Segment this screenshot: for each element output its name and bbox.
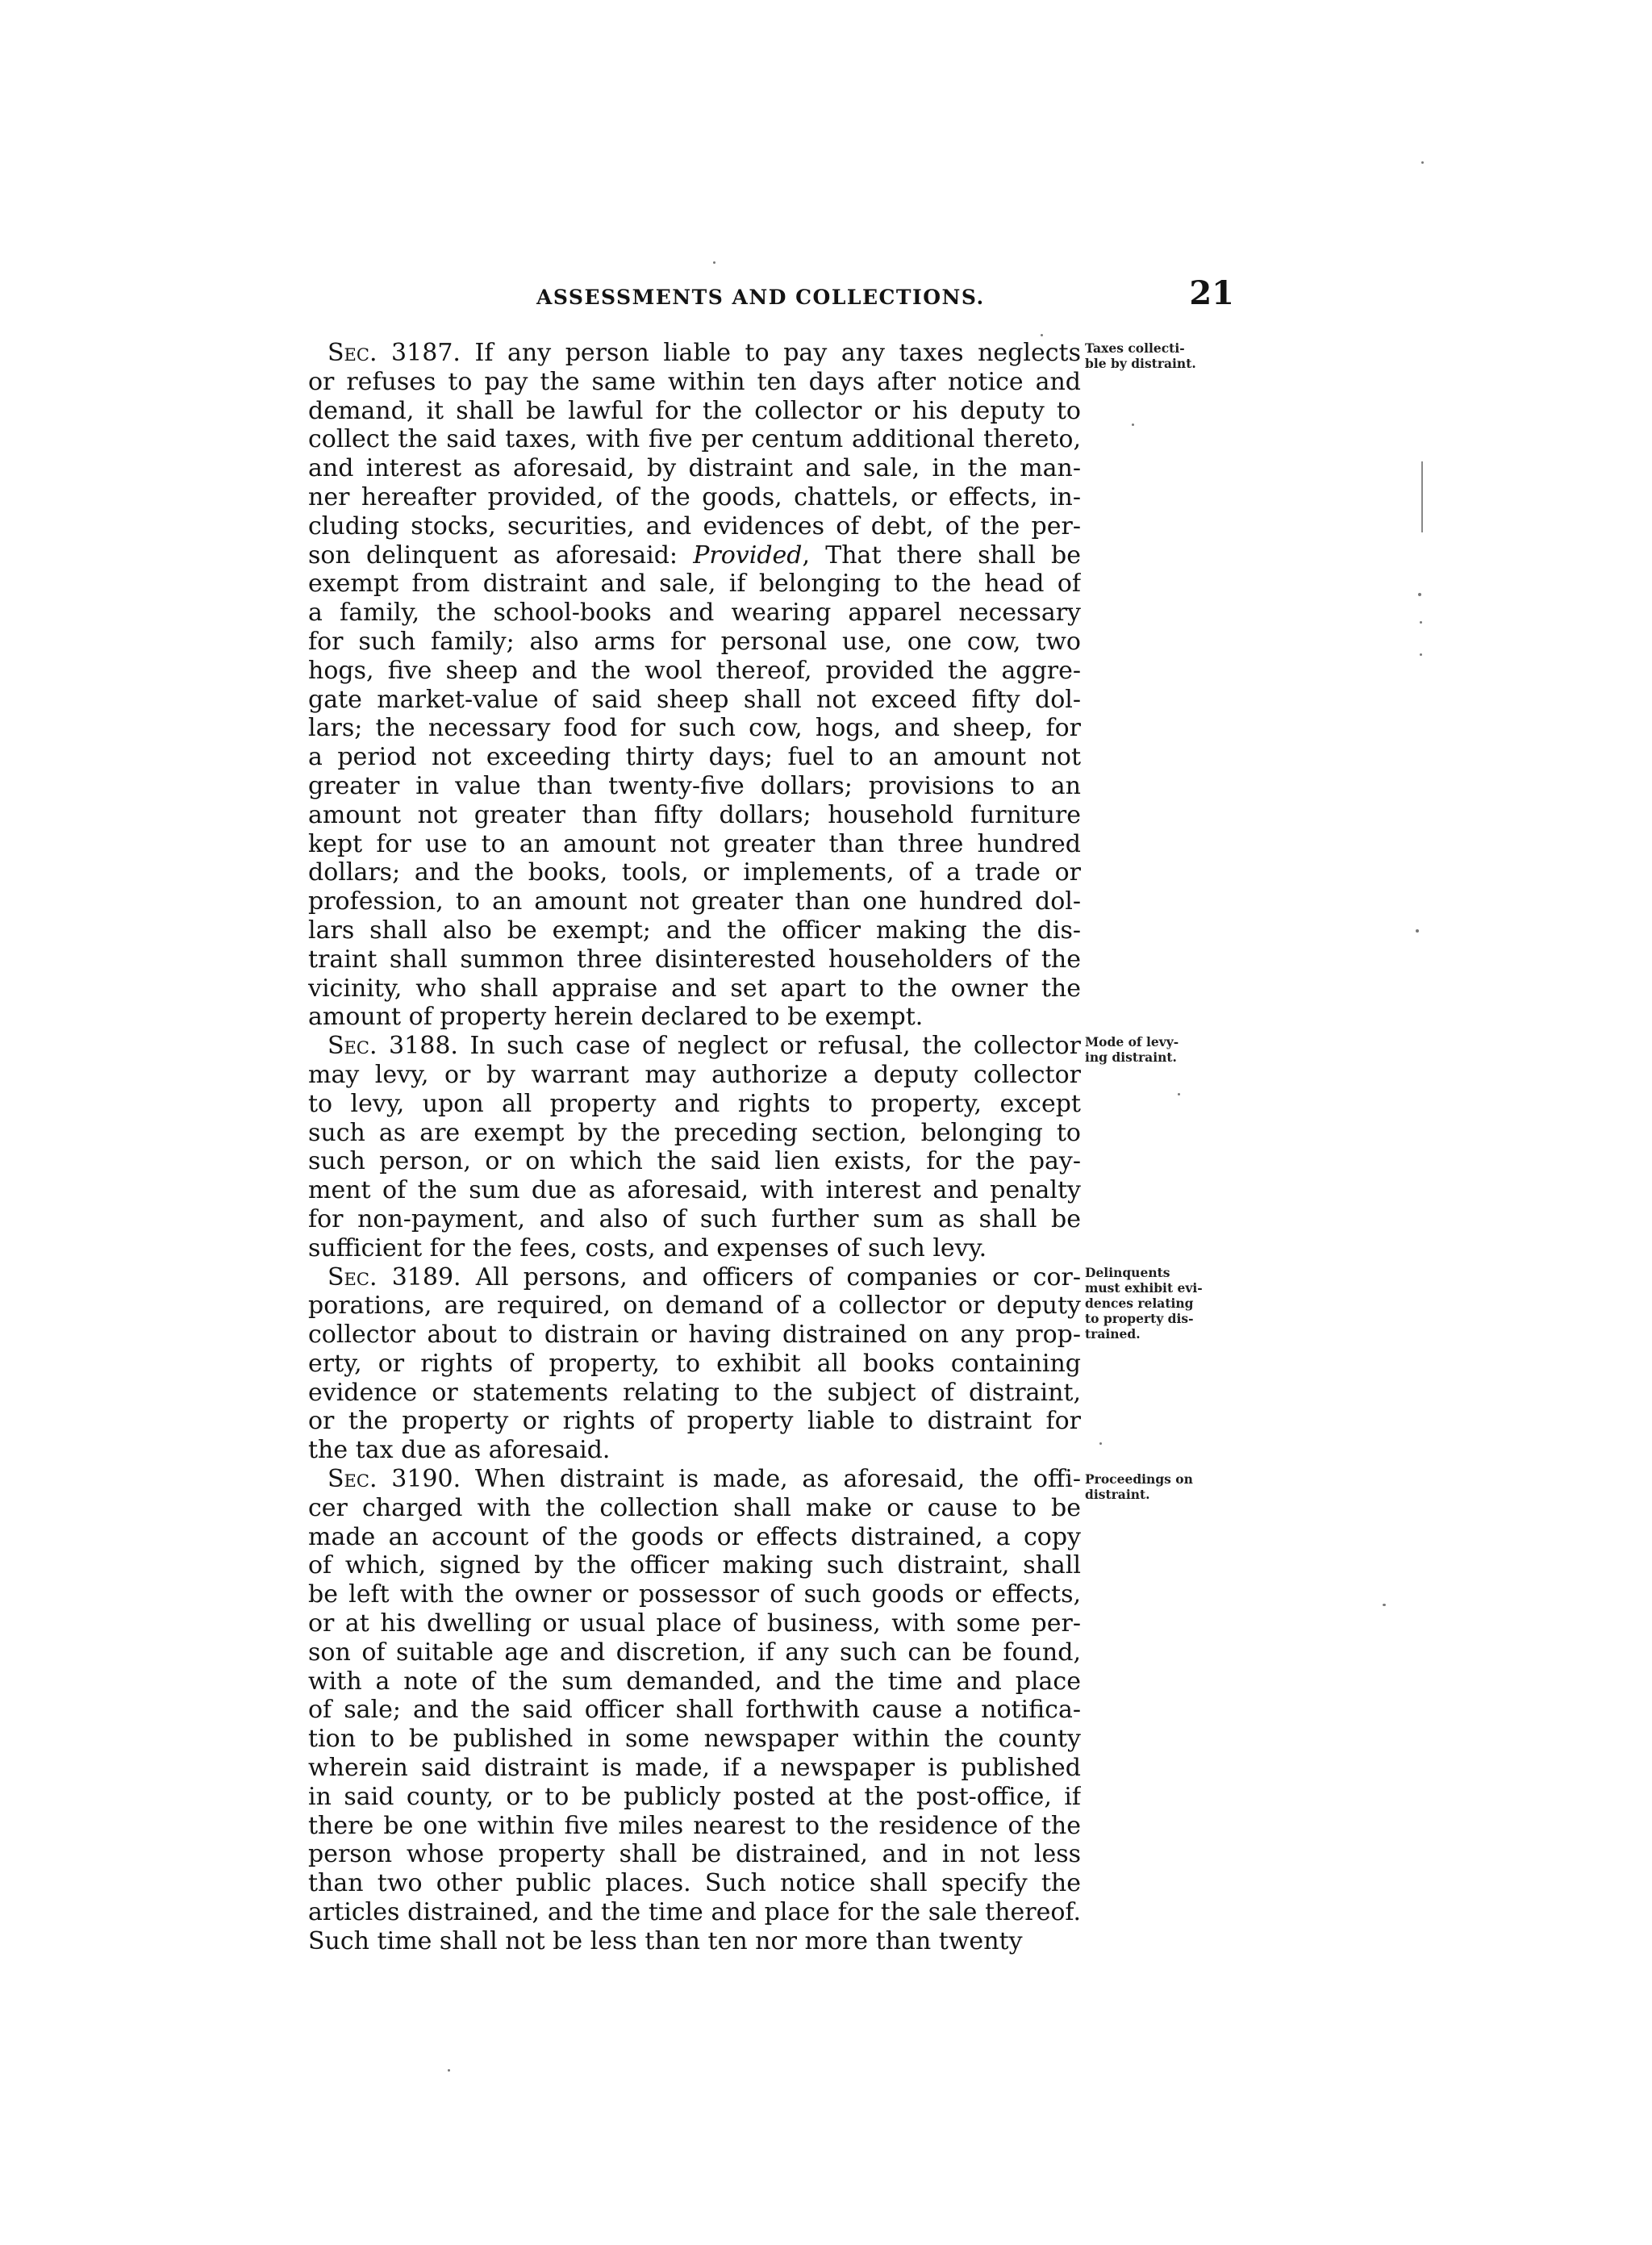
text-line: Sec. 3190. When distraint is made, as aforesaid, the offi- <box>327 1465 1081 1494</box>
margin-note <box>1085 1034 1254 1065</box>
text-line: vicinity, who shall appraise and set apart to the owner the <box>308 974 1081 1003</box>
text-line: sufficient for the fees, costs, and expenses of such levy. <box>308 1233 987 1262</box>
margin-note-line: ing distraint. <box>1085 1049 1177 1065</box>
text-line: Sec. 3189. All persons, and officers of companies or cor- <box>327 1262 1081 1292</box>
text-line: hogs, five sheep and the wool thereof, provided the aggre- <box>308 656 1081 685</box>
text-line: kept for use to an amount not greater than three hundred <box>308 829 1081 858</box>
text-line: amount not greater than fifty dollars; household furniture <box>308 800 1081 829</box>
text-line: exempt from distraint and sale, if belonging to the head of <box>308 570 1081 599</box>
scan-artifact-speck <box>1420 621 1422 624</box>
text-line: of sale; and the said officer shall forthwith cause a notifica- <box>308 1696 1081 1725</box>
margin-note-line: Mode of levy- <box>1085 1034 1179 1049</box>
text-line: cer charged with the collection shall make or cause to be <box>308 1493 1081 1522</box>
text-line: dollars; and the books, tools, or implements, of a trade or <box>308 858 1081 887</box>
running-head <box>307 274 1234 319</box>
scan-artifact-speck <box>448 2069 450 2072</box>
text-line: for non-payment, and also of such further sum as shall be <box>308 1204 1081 1233</box>
body-text <box>308 339 1081 1956</box>
scan-artifact-speck <box>1099 1442 1102 1445</box>
margin-note-line: Proceedings on <box>1085 1471 1193 1487</box>
text-line: with a note of the sum demanded, and the time and place <box>308 1667 1081 1696</box>
running-head-title: ASSESSMENTS AND COLLECTIONS. <box>536 286 985 309</box>
margin-note-line: must exhibit evi- <box>1085 1280 1203 1296</box>
page-number: 21 <box>1189 274 1234 312</box>
scan-artifact-speck <box>1421 161 1424 164</box>
text-line: be left with the owner or possessor of such goods or effects, <box>308 1580 1081 1609</box>
text-line: son of suitable age and discretion, if any such can be found, <box>308 1638 1081 1667</box>
text-line: collect the said taxes, with five per centum additional thereto, <box>308 425 1081 454</box>
scan-artifact-speck <box>1420 653 1422 656</box>
text-line: traint shall summon three disinterested householders of the <box>308 945 1081 974</box>
text-line: demand, it shall be lawful for the collector or his deputy to <box>308 396 1081 425</box>
text-line: Sec. 3187. If any person liable to pay any taxes neglects <box>327 339 1081 367</box>
text-line: amount of property herein declared to be exempt. <box>308 1003 924 1032</box>
section-label: Sec. <box>327 1032 378 1061</box>
scan-artifact-speck <box>1416 929 1419 933</box>
margin-note-line: trained. <box>1085 1326 1141 1342</box>
margin-note <box>1085 1265 1254 1342</box>
text-line: may levy, or by warrant may authorize a deputy collector <box>308 1060 1081 1089</box>
text-line: lars; the necessary food for such cow, hogs, and sheep, for <box>308 714 1081 743</box>
text-line: or refuses to pay the same within ten days after notice and <box>308 367 1081 396</box>
text-line: a period not exceeding thirty days; fuel to an amount not <box>308 743 1081 772</box>
margin-note <box>1085 340 1254 371</box>
text-line: evidence or statements relating to the subject of distraint, <box>308 1378 1081 1407</box>
text-line: or at his dwelling or usual place of business, with some per- <box>308 1609 1081 1638</box>
text-line: erty, or rights of property, to exhibit all books containing <box>308 1349 1081 1378</box>
margin-note-line: distraint. <box>1085 1487 1150 1502</box>
text-line: collector about to distrain or having distrained on any prop- <box>308 1321 1081 1350</box>
text-line: made an account of the goods or effects distrained, a copy <box>308 1522 1081 1551</box>
text-line: wherein said distraint is made, if a newspaper is published <box>308 1754 1081 1783</box>
scan-artifact-speck <box>1178 1093 1180 1095</box>
margin-note-line: to property dis- <box>1085 1311 1194 1326</box>
text-line: or the property or rights of property liable to distraint for <box>308 1407 1081 1436</box>
section-label: Sec. <box>327 1262 378 1292</box>
text-line: a family, the school-books and wearing apparel necessary <box>308 599 1081 628</box>
text-line: Such time shall not be less than ten nor more than twenty <box>308 1926 1023 1955</box>
text-line: such as are exempt by the preceding section, belonging to <box>308 1118 1081 1147</box>
scan-artifact-speck <box>1041 334 1043 336</box>
text-line: and interest as aforesaid, by distraint and sale, in the man- <box>308 454 1081 483</box>
margin-note-line: dences relating <box>1085 1296 1194 1311</box>
text-line: such person, or on which the said lien exists, for the pay- <box>308 1147 1081 1176</box>
text-line: lars shall also be exempt; and the officer making the dis- <box>308 916 1081 945</box>
text-line: tion to be published in some newspaper within the county <box>308 1725 1081 1754</box>
emphasis-word: Provided <box>693 540 803 570</box>
text-line: of which, signed by the officer making such distraint, shall <box>308 1551 1081 1580</box>
text-line: than two other public places. Such notice shall specify the <box>308 1869 1081 1898</box>
text-line: gate market-value of said sheep shall not exceed fifty dol- <box>308 685 1081 714</box>
text-line: ner hereafter provided, of the goods, chattels, or effects, in- <box>308 482 1081 511</box>
margin-note <box>1085 1471 1254 1502</box>
text-line: to levy, upon all property and rights to property, except <box>308 1089 1081 1118</box>
text-line: for such family; also arms for personal use, one cow, two <box>308 627 1081 656</box>
scan-artifact-speck <box>1418 593 1421 596</box>
text-line: greater in value than twenty-five dollars; provisions to an <box>308 771 1081 800</box>
text-line: son delinquent as aforesaid: Provided, That there shall be <box>308 540 1081 570</box>
text-line: there be one within five miles nearest to the residence of the <box>308 1811 1081 1840</box>
section-label: Sec. <box>327 1465 378 1494</box>
margin-note-line: Taxes collecti- <box>1085 340 1185 356</box>
scan-artifact-mark <box>1421 461 1423 532</box>
text-line: cluding stocks, securities, and evidences of debt, of the per- <box>308 511 1081 540</box>
text-line: porations, are required, on demand of a collector or deputy <box>308 1292 1081 1321</box>
text-line: ment of the sum due as aforesaid, with interest and penalty <box>308 1176 1081 1205</box>
scan-artifact-speck <box>1132 424 1134 426</box>
section-label: Sec. <box>327 339 378 367</box>
margin-note-line: ble by distraint. <box>1085 356 1196 371</box>
text-line: in said county, or to be publicly posted at the post-office, if <box>308 1782 1081 1811</box>
text-line: person whose property shall be distrained, and in not less <box>308 1840 1081 1869</box>
scan-artifact-speck <box>713 261 715 264</box>
text-line: articles distrained, and the time and place for the sale thereof. <box>308 1898 1081 1927</box>
text-line: Sec. 3188. In such case of neglect or refusal, the collector <box>327 1032 1081 1061</box>
text-line: profession, to an amount not greater than one hundred dol- <box>308 887 1081 916</box>
margin-note-line: Delinquents <box>1085 1265 1170 1280</box>
text-line: the tax due as aforesaid. <box>308 1436 611 1465</box>
scan-artifact-speck <box>1383 1604 1386 1606</box>
